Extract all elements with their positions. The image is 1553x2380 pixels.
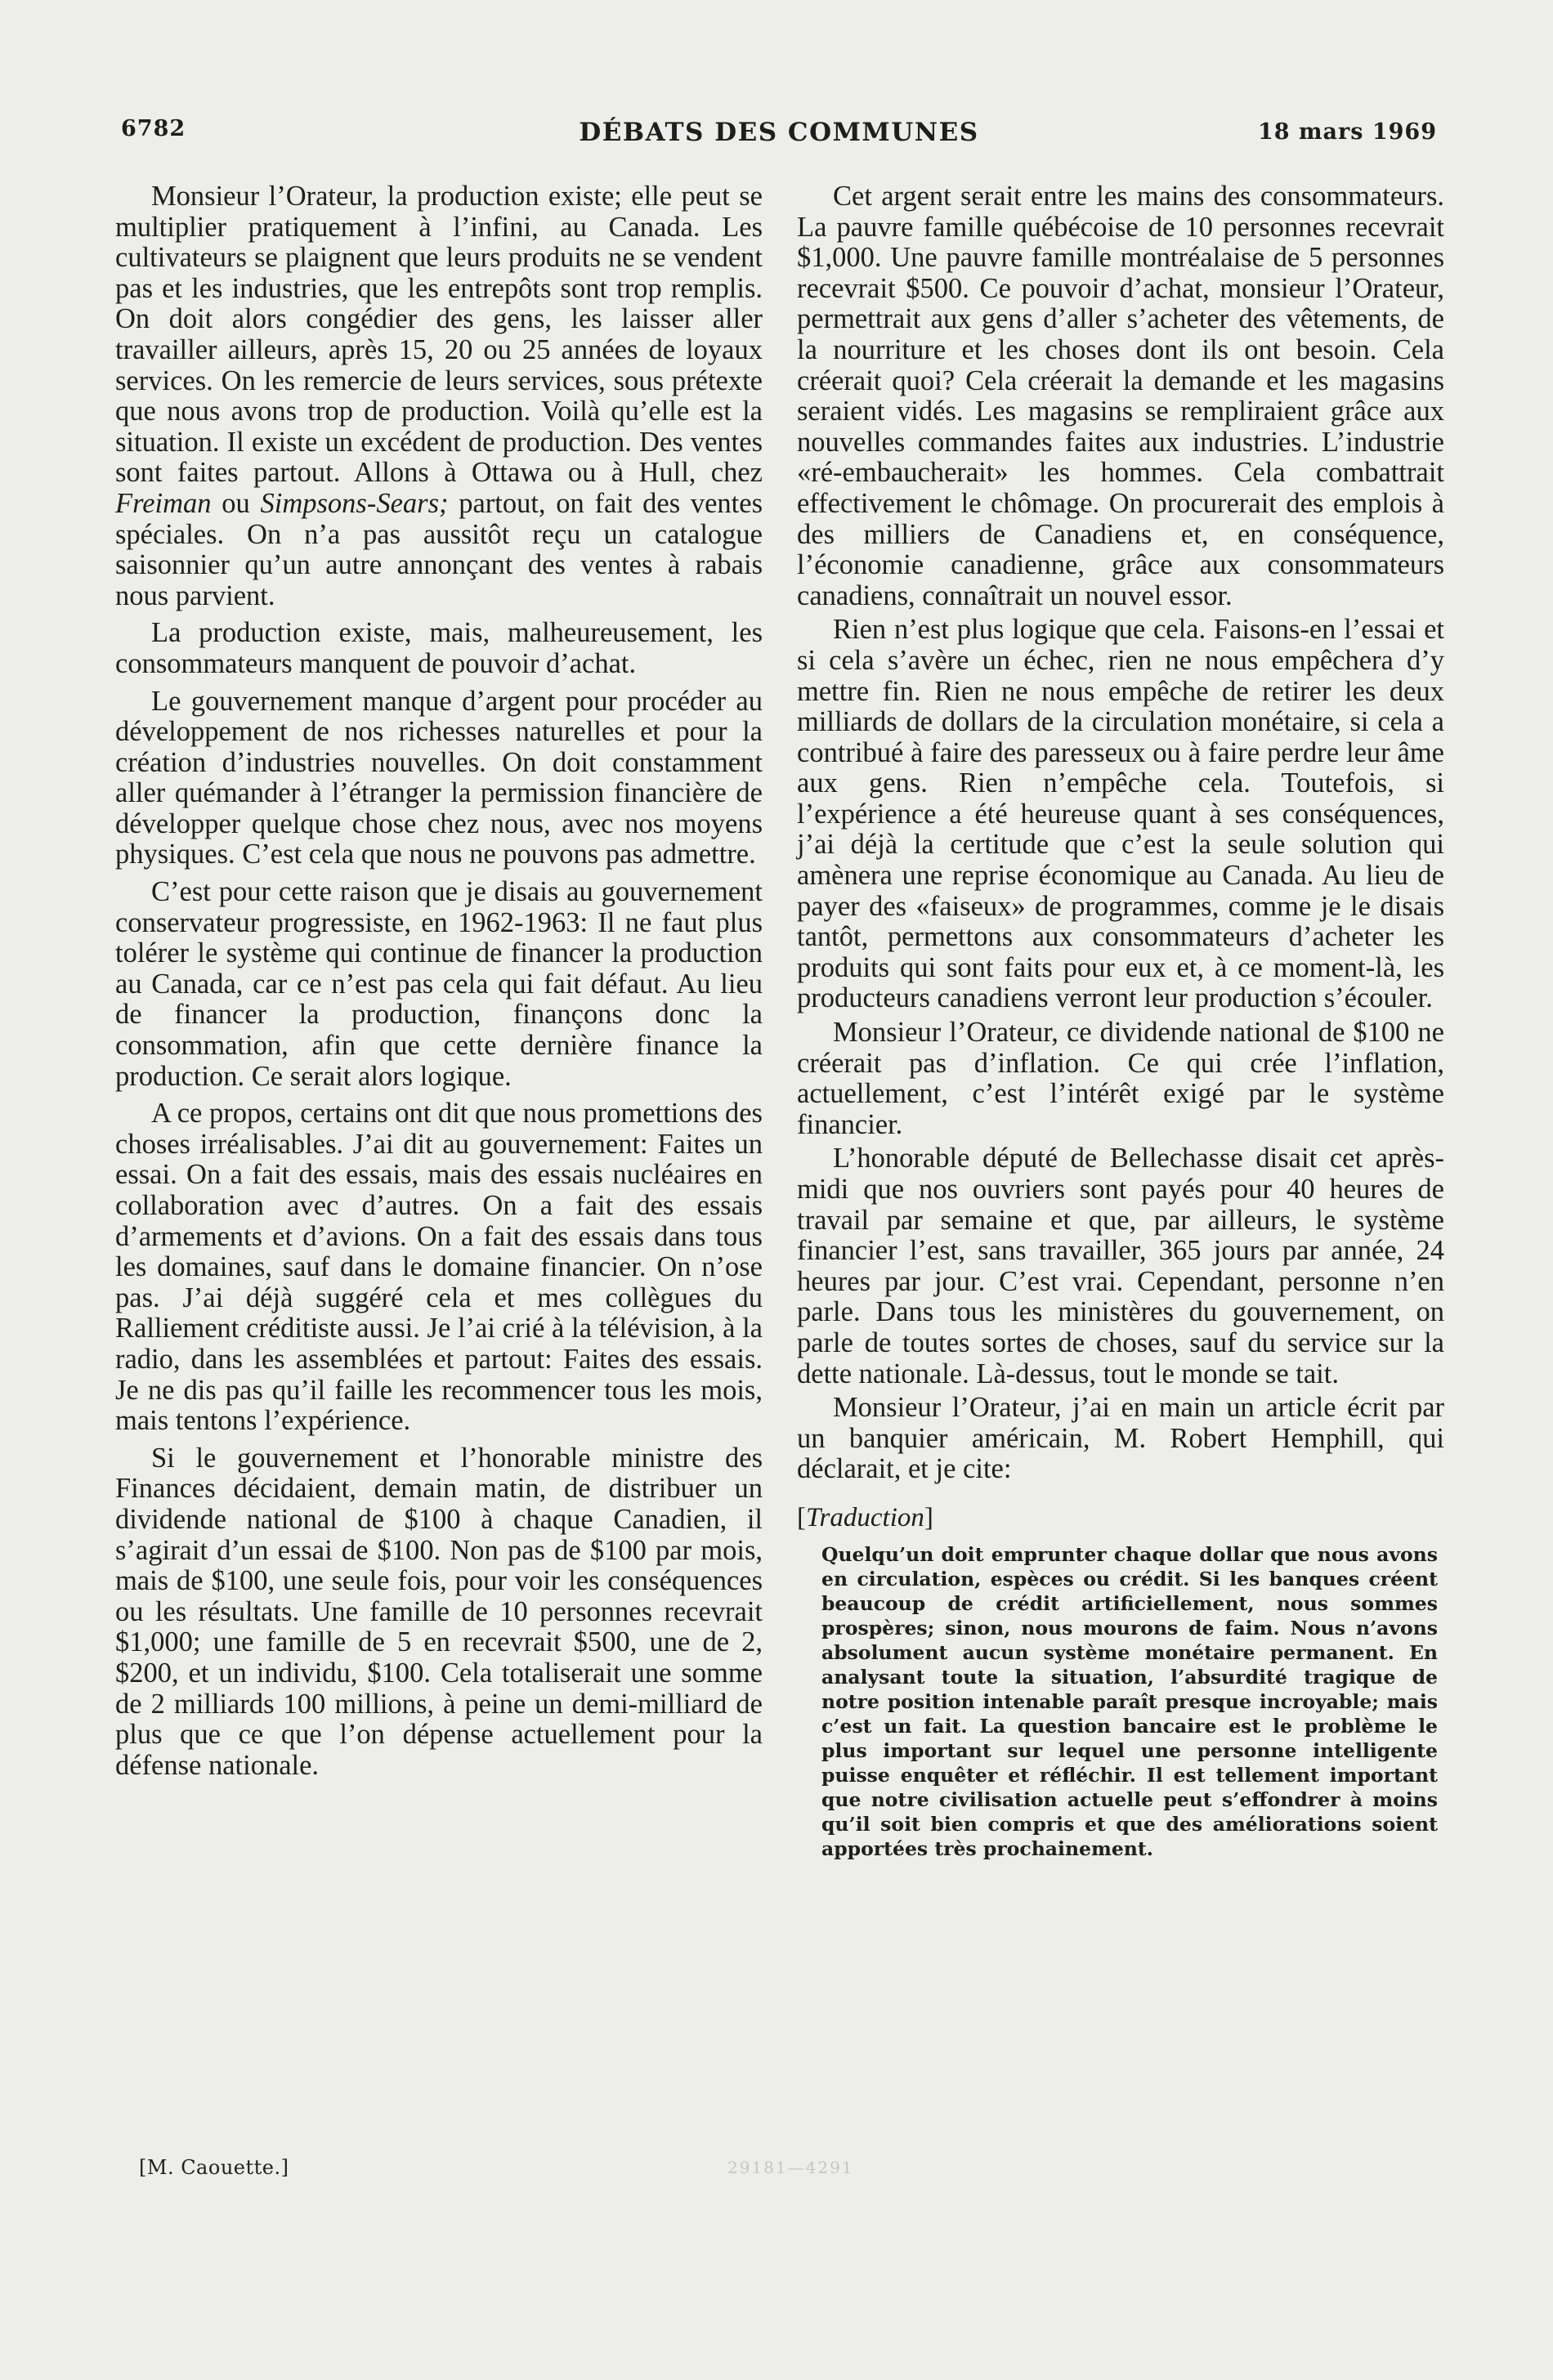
translation-label: [Traduction] [797, 1502, 933, 1532]
page-header [121, 116, 1437, 152]
paragraph: Monsieur l’Orateur, la production existe; elle peut se multiplier pratiquement à l’infini, au Canada. Les cultivateurs se plaignent que leurs produits ne se vendent pas et les industries, que les entrepôts sont trop remplis. On doit alors congédier des gens, les laisser aller travailler ailleurs, après 15, 20 ou 25 années de loyaux services. On les remercie de leurs services, sous prétexte que nous avons trop de production. Voilà qu’elle est la situation. Il existe un excédent de production. Des ventes sont faites partout. Allons à Ottawa ou à Hull, chez Freiman ou Simpsons-Sears; partout, on fait des ventes spéciales. On n’a pas aussitôt reçu un catalogue saisonnier qu’un autre annonçant des ventes à rabais nous parvient. [115, 181, 763, 611]
speaker-attribution: [M. Caouette.] [139, 2156, 289, 2179]
paragraph: Cet argent serait entre les mains des consommateurs. La pauvre famille québécoise de 10 personnes recevrait $1,000. Une pauvre famille montréalaise de 5 personnes recevrait $500. Ce pouvoir d’achat, monsieur l’Orateur, permettrait aux gens d’aller s’acheter des vêtements, de la nourriture et les choses dont ils ont besoin. Cela créerait quoi? Cela créerait la demande et les magasins seraient vidés. Les magasins se rempliraient grâce aux nouvelles commandes faites aux industries. L’industrie «ré-embaucherait» les hommes. Cela combattrait effectivement le chômage. On procurerait des emplois à des milliers de Canadiens et, en conséquence, l’économie canadienne, grâce aux consommateurs canadiens, connaîtrait un nouvel essor. [797, 181, 1444, 611]
store-name: Freiman [115, 487, 212, 519]
publication-date: 18 mars 1969 [1257, 119, 1437, 145]
paragraph: Rien n’est plus logique que cela. Faisons-en l’essai et si cela s’avère un échec, rien ne nous empêchera d’y mettre fin. Rien ne nous empêche de retirer les deux milliards de dollars de la circulation monétaire, si cela a contribué à faire des paresseux ou à faire perdre leur âme aux gens. Rien n’empêche cela. Toutefois, si l’expérience a été heureuse quant à ses conséquences, j’ai déjà la certitude que c’est la seule solution qui amènera une reprise économique au Canada. Au lieu de payer des «faiseux» de programmes, comme je le disais tantôt, permettons aux consommateurs d’acheter les produits qui sont faits pour eux et, à ce moment-là, les producteurs canadiens verront leur production s’écouler. [797, 614, 1444, 1014]
paragraph: Si le gouvernement et l’honorable ministre des Finances décidaient, demain matin, de distribuer un dividende national de $100 à chaque Canadien, il s’agirait d’un essai de $100. Non pas de $100 par mois, mais de $100, une seule fois, pour voir les conséquences ou les résultats. Une famille de 10 personnes recevrait $1,000; une famille de 5 en recevrait $500, une de 2, $200, et un individu, $100. Cela totaliserait une somme de 2 milliards 100 millions, à peine un demi-milliard de plus que ce que l’on dépense actuellement pour la défense nationale. [115, 1442, 763, 1781]
publication-title: DÉBATS DES COMMUNES [579, 118, 979, 147]
paragraph: A ce propos, certains ont dit que nous promettions des choses irréalisables. J’ai dit au gouvernement: Faites un essai. On a fait des essais, mais des essais nucléaires en collaboration avec d’autres. On a fait des essais d’armements et d’avions. On a fait des essais dans tous les domaines, sauf dans le domaine financier. On n’ose pas. J’ai déjà suggéré cela et mes collègues du Ralliement créditiste aussi. Je l’ai crié à la télévision, à la radio, dans les assemblées et partout: Faites des essais. Je ne dis pas qu’il faille les recommencer tous les mois, mais tentons l’expérience. [115, 1098, 763, 1437]
paragraph: Le gouvernement manque d’argent pour procéder au développement de nos richesses naturelles et pour la création d’industries nouvelles. On doit constamment aller quémander à l’étranger la permission financière de développer quelque chose chez nous, avec nos moyens physiques. C’est cela que nous ne pouvons pas admettre. [115, 685, 763, 870]
paragraph: L’honorable député de Bellechasse disait cet après-midi que nos ouvriers sont payés pour 40 heures de travail par semaine et que, par ailleurs, le système financier l’est, sans travailler, 365 jours par année, 24 heures par jour. C’est vrai. Cependant, personne n’en parle. Dans tous les ministères du gouvernement, on parle de toutes sortes de choses, sauf du service sur la dette nationale. Là-dessus, tout le monde se tait. [797, 1143, 1444, 1389]
paragraph: C’est pour cette raison que je disais au gouvernement conservateur progressiste, en 1962-1963: Il ne faut plus tolérer le système qui continue de financer la production au Canada, car ce n’est pas cela qui fait défaut. Au lieu de financer la production, finançons donc la consommation, afin que cette dernière finance la production. Ce serait alors logique. [115, 876, 763, 1092]
left-column [115, 181, 763, 1787]
bleed-through-text: 29181—4291 [727, 2158, 854, 2177]
paragraph: Monsieur l’Orateur, j’ai en main un article écrit par un banquier américain, M. Robert Hemphill, qui déclarait, et je cite: [797, 1392, 1444, 1485]
page-number: 6782 [121, 116, 186, 141]
paragraph: Monsieur l’Orateur, ce dividende national de $100 ne créerait pas d’inflation. Ce qui crée l’inflation, actuellement, c’est l’intérêt exigé par le système financier. [797, 1017, 1444, 1140]
paragraph: La production existe, mais, malheureusement, les consommateurs manquent de pouvoir d’achat. [115, 617, 763, 679]
store-name: Simpsons-Sears; [260, 487, 449, 519]
quoted-passage: Quelqu’un doit emprunter chaque dollar que nous avons en circulation, espèces ou crédit. Si les banques créent beaucoup de crédit artificiellement, nous sommes prospères; sinon, nous mourons de faim. Nous n’avons absolument aucun système monétaire permanent. En analysant toute la situation, l’absurdité tragique de notre position intenable paraît presque incroyable; mais c’est un fait. La question bancaire est le problème le plus important sur lequel une personne intelligente puisse enquêter et réfléchir. Il est tellement important que notre civilisation actuelle peut s’effondrer à moins qu’il soit bien compris et que des améliorations soient apportées très prochainement. [821, 1542, 1438, 1860]
right-column [797, 181, 1444, 1861]
